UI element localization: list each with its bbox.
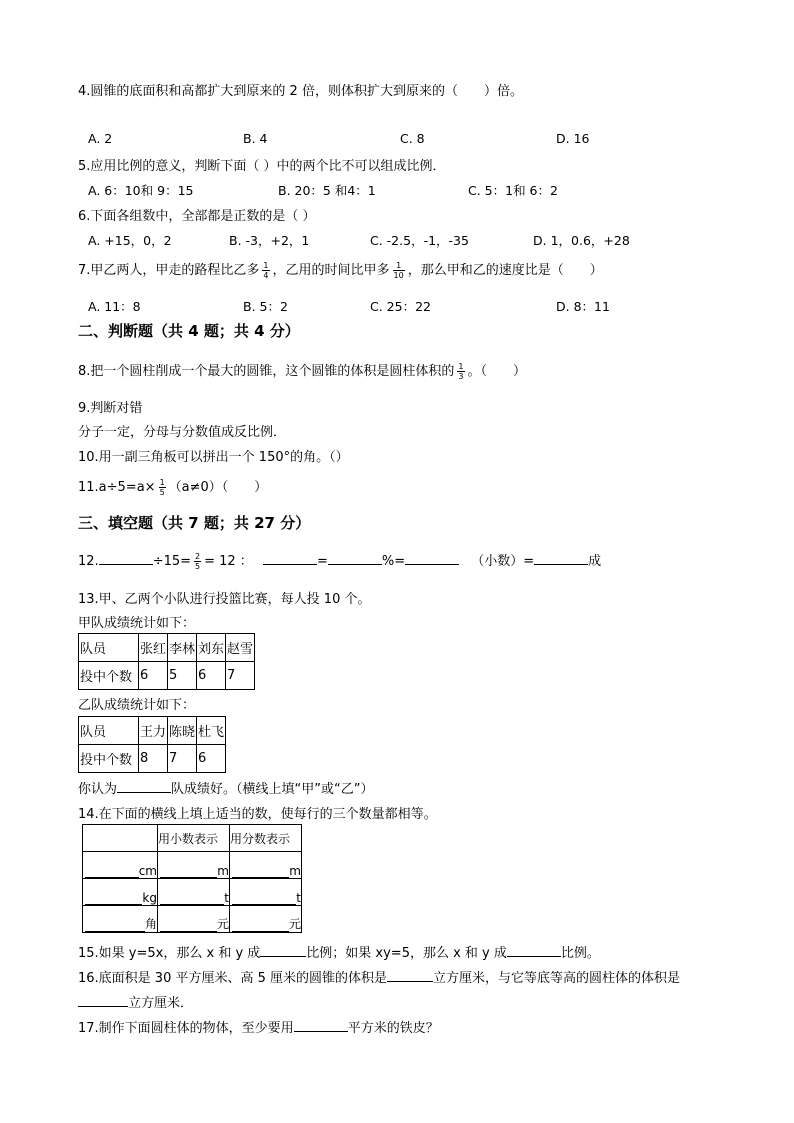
table-cell: 8 [139,745,168,773]
fraction: $\frac{2}{5}$ [195,552,201,571]
fraction: $\frac{1}{3}$ [458,362,464,381]
table-header: 李林 [168,634,197,662]
team-b-caption: 乙队成绩统计如下： [78,698,196,713]
answer-blank[interactable] [534,552,588,565]
table-row [83,906,302,933]
q6-option-d: D. 1，0.6，+28 [533,233,630,248]
q7-option-c: C. 25：22 [370,299,431,314]
table-header: 杜飞 [197,717,226,745]
q5-option-a: A. 6：10和 9：15 [88,183,194,198]
table-header: 用小数表示 [158,825,230,852]
team-a-caption: 甲队成绩统计如下： [78,616,196,631]
question-17: 17.制作下面圆柱体的物体，至少要用 平方米的铁皮？ [78,1021,439,1036]
q6-option-c: C. -2.5，-1，-35 [370,233,469,248]
answer-blank[interactable] [260,944,306,957]
table-header: 陈晓 [168,717,197,745]
table-cell: 5 [168,662,197,690]
question-12: 12. ÷15= $\frac{2}{5}$ = 12 ： = %= （小数）= 成 [78,552,602,571]
q4-option-c: C. 8 [400,131,425,146]
q7-option-a: A. 11：8 [88,299,141,314]
question-9-text: 分子一定，分母与分数值成反比例． [78,425,287,440]
question-16: 16.底面积是 30 平方厘米、高 5 厘米的圆锥的体积是 立方厘米，与它等底等高的圆柱体的体积是 [78,971,681,986]
fill-cell[interactable]: 元 [158,906,230,933]
q7-option-d: D. 8：11 [556,299,610,314]
fraction: $\frac{1}{5}$ [159,478,165,497]
fill-cell[interactable]: t [230,879,302,906]
conversion-table [82,824,302,933]
answer-blank[interactable] [99,552,153,565]
q4-option-b: B. 4 [243,131,268,146]
answer-blank[interactable] [507,944,561,957]
team-b-table [78,716,226,773]
answer-blank[interactable] [387,969,433,982]
q6-option-a: A. +15，0，2 [88,233,172,248]
team-a-table [78,633,255,690]
q4-option-d: D. 16 [556,131,590,146]
table-row [83,879,302,906]
answer-blank[interactable] [328,552,382,565]
table-header: 用分数表示 [230,825,302,852]
row-label: 投中个数 [79,745,139,773]
question-13: 13.甲、乙两个小队进行投篮比赛，每人投 10 个。 [78,592,371,607]
table-cell: 7 [226,662,255,690]
table-header: 赵雪 [226,634,255,662]
q5-option-b: B. 20：5 和4：1 [278,183,376,198]
question-4: 4.圆锥的底面积和高都扩大到原来的 2 倍，则体积扩大到原来的（ ）倍。 [78,84,523,99]
answer-blank[interactable] [294,1019,348,1032]
table-row [83,852,302,879]
question-14: 14.在下面的横线上填上适当的数，使每行的三个数量都相等。 [78,807,437,822]
fill-cell[interactable]: t [158,879,230,906]
table-header: 张红 [139,634,168,662]
section-3-heading: 三、填空题（共 7 题；共 27 分） [78,514,311,532]
fill-cell[interactable]: m [158,852,230,879]
answer-blank[interactable] [117,780,171,793]
q6-option-b: B. -3，+2，1 [229,233,310,248]
question-15: 15.如果 y=5x，那么 x 和 y 成 比例；如果 xy=5，那么 x 和 y 成 比例。 [78,946,600,961]
table-header: 队员 [79,717,139,745]
answer-blank[interactable] [78,994,128,1007]
question-10: 10.用一副三角板可以拼出一个 150°的角。（） [78,450,349,465]
question-6: 6.下面各组数中，全部都是正数的是（ ） [78,209,316,224]
table-header: 队员 [79,634,139,662]
question-7: 7.甲乙两人，甲走的路程比乙多 $\frac{1}{4}$ ，乙用的时间比甲多 $\frac{1}{10}$ ，那么甲和乙的速度比是（ ） [78,261,603,280]
answer-blank[interactable] [263,552,317,565]
table-cell: 6 [197,662,226,690]
fill-cell[interactable]: 角 [83,906,158,933]
table-cell: 6 [197,745,226,773]
fill-cell[interactable]: kg [83,879,158,906]
table-cell: 6 [139,662,168,690]
fraction: $\frac{1}{4}$ [263,261,269,280]
row-label: 投中个数 [79,662,139,690]
table-header [83,825,158,852]
fill-cell[interactable]: 元 [230,906,302,933]
section-2-heading: 二、判断题（共 4 题；共 4 分） [78,322,300,340]
fill-cell[interactable]: cm [83,852,158,879]
q7-option-b: B. 5：2 [243,299,288,314]
table-header: 王力 [139,717,168,745]
question-11: 11.a÷5=a× $\frac{1}{5}$ （a≠0）（ ） [78,478,268,497]
table-header: 刘东 [197,634,226,662]
table-cell: 7 [168,745,197,773]
fill-cell[interactable]: m [230,852,302,879]
answer-blank[interactable] [405,552,459,565]
q5-option-c: C. 5：1和 6：2 [468,183,558,198]
fraction: $\frac{1}{10}$ [393,261,404,280]
q4-option-a: A. 2 [88,131,113,146]
question-8: 8.把一个圆柱削成一个最大的圆锥，这个圆锥的体积是圆柱体积的 $\frac{1}{3}$ 。（ ） [78,362,527,381]
question-13-answer: 你认为 队成绩好。（横线上填“甲”或“乙”） [78,782,374,797]
question-9-title: 9.判断对错 [78,401,143,416]
question-5: 5.应用比例的意义，判断下面（ ）中的两个比不可以组成比例． [78,159,446,174]
question-16-cont: 立方厘米． [78,992,193,1011]
